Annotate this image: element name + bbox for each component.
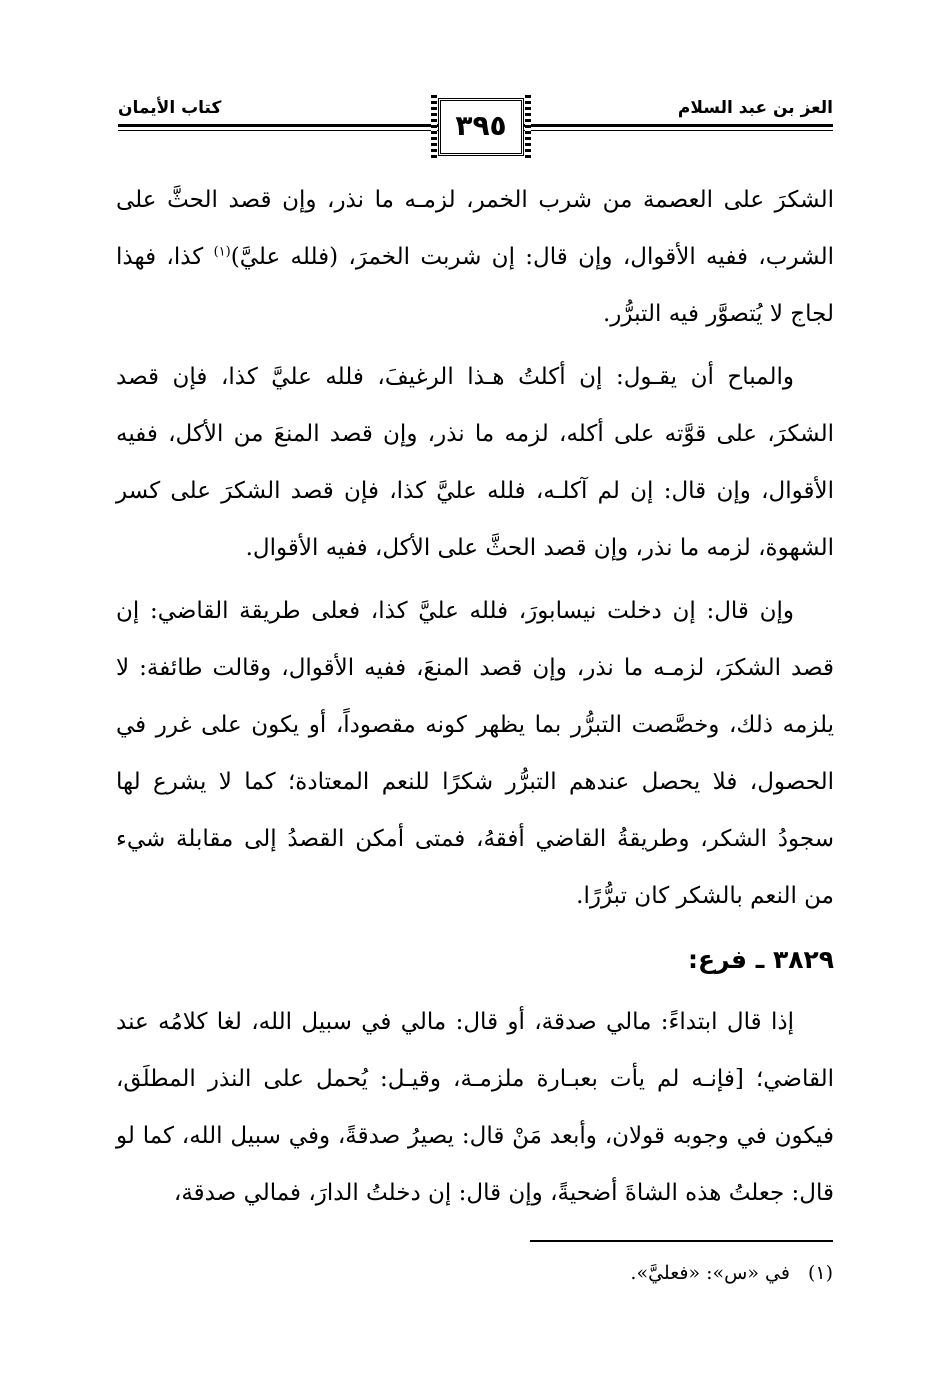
footnote-text: في «س»: «فعليَّ». — [630, 1262, 790, 1284]
running-head-section: كتاب الأيمان — [118, 98, 222, 118]
paragraph — [116, 172, 834, 343]
page-number-frame — [438, 98, 524, 156]
running-head-author: العز بن عبد السلام — [677, 98, 833, 118]
paragraph: والمباح أن يقـول: إن أكلتُ هـذا الرغيفَ، فلله عليَّ كذا، فإن قصد الشكرَ، على قوَّته على أكله، لزمه ما نذر، وإن قصد المنعَ من الأكل، ففيه الأقوال، وإن قال: إن لم آكلـه، فلله عليَّ كذا، فإن قصد الشكرَ على كسر الشهوة، لزمه ما نذر، وإن قصد الحثَّ على الأكل، ففيه الأقوال. — [116, 364, 834, 561]
paragraph: وإن قال: إن دخلت نيسابورَ، فلله عليَّ كذا، فعلى طريقة القاضي: إن قصد الشكرَ، لزمـه ما نذر، وإن قصد المنعَ، ففيه الأقوال، وقالت طائفة: لا يلزمه ذلك، وخصَّصت التبرُّر بما يظهر كونه مقصوداً، أو يكون على غرر في الحصول، فلا يحصل عندهم التبرُّر شكرًا للنعم المعتادة؛ كما لا يشرع لها سجودُ الشكر، وطريقةُ القاضي أفقهُ، فمتى أمكن القصدُ إلى مقابلة شيء من النعم بالشكر كان تبرُّرًا. — [116, 598, 834, 909]
footnote-reference: (١) — [213, 244, 231, 260]
paragraph: إذا قال ابتداءً: مالي صدقة، أو قال: مالي في سبيل الله، لغا كلامُه عند القاضي؛ [فإنـه لم يأت بعبـارة ملزمـة، وقيـل: يُحمل على النذر المطلَق، فيكون في وجوبه قولان، وأبعد مَنْ قال: يصيرُ صدقةً، وفي سبيل الله، كما لو قال: جعلتُ هذه الشاةَ أضحيةً، وإن قال: إن دخلتُ الدارَ، فمالي صدقة، — [116, 1009, 834, 1206]
paragraph-text: الشكرَ على العصمة من شرب الخمر، لزمـه ما نذر، وإن قصد الحثَّ على الشرب، ففيه الأقوال، وإن قال: إن شربت الخمرَ، (فلله عليَّ) — [116, 187, 834, 270]
footnote-number: (١) — [807, 1262, 833, 1284]
page-header — [118, 86, 833, 166]
footnote — [630, 1262, 833, 1284]
footnote-separator — [530, 1240, 833, 1242]
paragraph-text: كذا، فهذا لجاج لا يُتصوَّر فيه التبرُّر. — [116, 244, 834, 327]
main-text — [116, 172, 834, 1228]
page-number: ٣٩٥ — [455, 109, 507, 142]
section-heading: ٣٨٢٩ ـ فرع: — [688, 945, 834, 974]
